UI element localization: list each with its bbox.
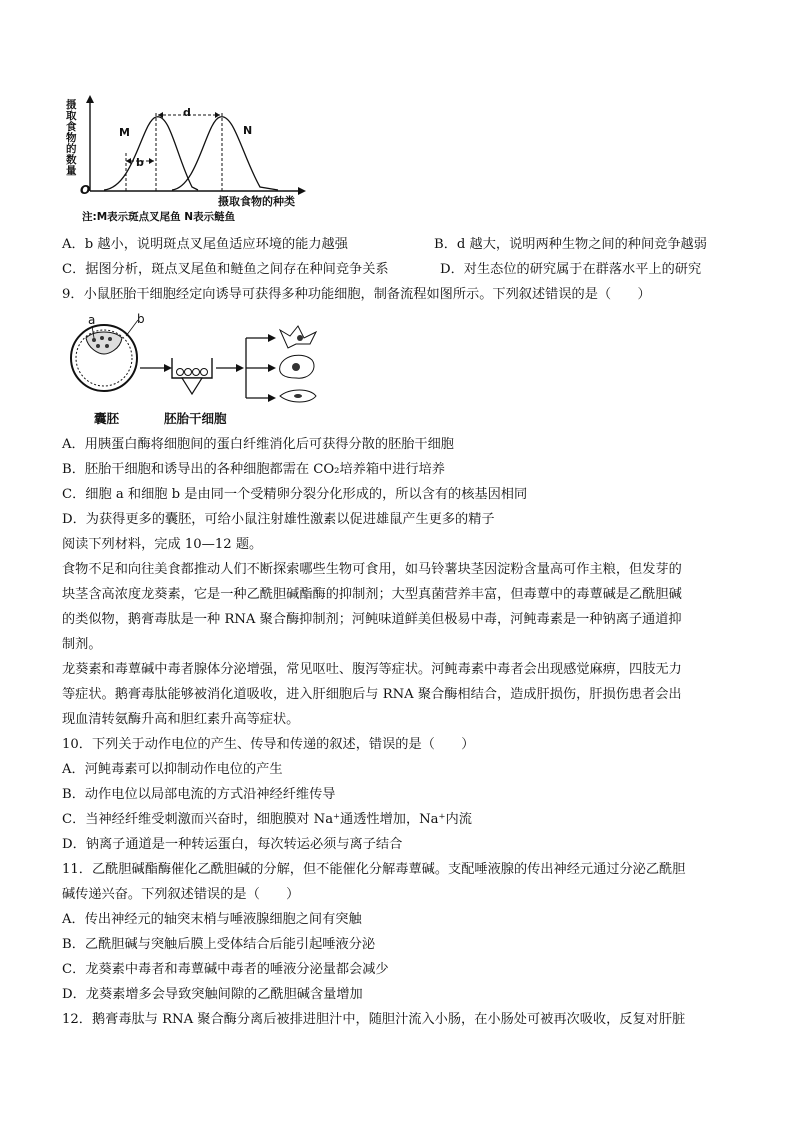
icm-cell-dot	[100, 336, 104, 340]
reading-p1-line2: 块茎含高浓度龙葵素，它是一种乙酰胆碱酯酶的抑制剂；大型真菌营养丰富，但毒蕈中的毒蕈碱是乙酰胆碱	[62, 587, 682, 602]
origin-label: O	[80, 183, 91, 197]
q10-option-d: D．钠离子通道是一种转运蛋白，每次转运必须与离子结合	[62, 837, 403, 852]
q11-stem-line1: 11．乙酰胆碱酯酶催化乙酰胆碱的分解，但不能催化分解毒蕈碱。支配唾液腺的传出神经元通过分泌乙酰胆	[62, 862, 686, 877]
x-axis-label: 摄取食物的种类	[218, 195, 295, 208]
q9-option-b: B．胚胎干细胞和诱导出的各种细胞都需在 CO₂培养箱中进行培养	[62, 462, 445, 477]
q12-stem-line1: 12．鹅膏毒肽与 RNA 聚合酶分离后被排进胆汁中，随胆汁流入小肠，在小肠处可被再次吸收，反复对肝脏	[62, 1012, 686, 1027]
icm-cell-dot	[96, 344, 100, 348]
q11-option-a: A．传出神经元的轴突末梢与唾液腺细胞之间有突触	[62, 912, 362, 927]
neuron-nucleus	[297, 335, 303, 341]
icm-cell-dot	[108, 337, 112, 341]
reading-p2-line2: 等症状。鹅膏毒肽能够被消化道吸收，进入肝细胞后与 RNA 聚合酶相结合，造成肝损伤，肝损伤患者会出	[62, 687, 682, 702]
q9-option-a: A．用胰蛋白酶将细胞间的蛋白纤维消化后可获得分散的胚胎干细胞	[62, 437, 454, 452]
figure-note: 注:M表示斑点叉尾鱼 N表示鲢鱼	[82, 211, 236, 223]
q10-option-b: B．动作电位以局部电流的方式沿神经纤维传导	[62, 787, 336, 802]
q8-option-b: B．d 越大，说明两种生物之间的种间竞争越弱	[434, 237, 707, 252]
stem-cell	[201, 369, 208, 376]
stem-cell	[185, 369, 192, 376]
reading-p2-line1: 龙葵素和毒蕈碱中毒者腺体分泌增强，常见呕吐、腹泻等症状。河鲀毒素中毒者会出现感觉麻痹，四肢无力	[62, 662, 682, 677]
flow-arrow-1-head	[164, 364, 172, 372]
y-axis-label: 摄取食物的数量	[66, 99, 77, 177]
blastocyst-caption: 囊胚	[94, 411, 120, 426]
reading-p1-line4: 制剂。	[62, 637, 102, 652]
branch-bottom-head	[268, 394, 276, 402]
q11-stem-line2: 碱传递兴奋。下列叙述错误的是（ ）	[62, 887, 300, 902]
q10-option-c: C．当神经纤维受刺激而兴奋时，细胞膜对 Na⁺通透性增加，Na⁺内流	[62, 812, 472, 827]
stem-cell	[193, 369, 200, 376]
reading-p2-line3: 现血清转氨酶升高和胆红素升高等症状。	[62, 712, 300, 727]
macrophage-nucleus	[292, 363, 300, 371]
embryo-stem-cell-figure	[64, 308, 334, 416]
icm-cell-dot	[105, 344, 109, 348]
dim-b-label: b	[136, 156, 144, 169]
q8-option-a: A．b 越小，说明斑点叉尾鱼适应环境的能力越强	[62, 237, 348, 252]
y-axis-arrow	[86, 95, 94, 103]
q11-option-b: B．乙酰胆碱与突触后膜上受体结合后能引起唾液分泌	[62, 937, 376, 952]
stem-cell	[177, 369, 184, 376]
q9-stem: 9．小鼠胚胎干细胞经定向诱导可获得多种功能细胞，制备流程如图所示。下列叙述错误的是（ ）	[62, 287, 651, 302]
fig-label-a: a	[88, 313, 96, 327]
q11-option-d: D．龙葵素增多会导致突触间隙的乙酰胆碱含量增加	[62, 987, 363, 1002]
reading-p1-line1: 食物不足和向往美食都推动人们不断探索哪些生物可食用，如马铃薯块茎因淀粉含量高可作主粮，但发芽的	[62, 562, 682, 577]
stem-cell-caption: 胚胎干细胞	[164, 411, 227, 426]
dish-funnel	[182, 378, 202, 394]
branch-top-head	[268, 334, 276, 342]
q8-option-c: C．据图分析，斑点叉尾鱼和鲢鱼之间存在种间竞争关系	[62, 262, 389, 277]
curve-n	[172, 117, 278, 190]
dim-d-label: d	[183, 106, 191, 119]
q10-stem: 10．下列关于动作电位的产生、传导和传递的叙述，错误的是（ ）	[62, 737, 475, 752]
curve-m-label: M	[119, 126, 130, 139]
flow-arrow-2-head	[236, 364, 244, 372]
muscle-nucleus	[294, 394, 302, 398]
curve-n-label: N	[243, 124, 253, 137]
branch-mid-head	[268, 364, 276, 372]
dim-b-arrow-left	[126, 158, 131, 164]
fig-label-b: b	[137, 312, 145, 326]
reading-p1-line3: 的类似物，鹅膏毒肽是一种 RNA 聚合酶抑制剂；河鲀味道鲜美但极易中毒，河鲀毒素是一种钠离子通道抑	[62, 612, 682, 627]
q11-option-c: C．龙葵素中毒者和毒蕈碱中毒者的唾液分泌量都会减少	[62, 962, 389, 977]
q8-option-d: D．对生态位的研究属于在群落水平上的研究	[440, 262, 702, 277]
q10-option-a: A．河鲀毒素可以抑制动作电位的产生	[62, 762, 283, 777]
q9-option-c: C．细胞 a 和细胞 b 是由同一个受精卵分裂分化形成的，所以含有的核基因相同	[62, 487, 528, 502]
dim-b-arrow-right	[149, 158, 154, 164]
q9-option-d: D．为获得更多的囊胚，可给小鼠注射雄性激素以促进雄鼠产生更多的精子	[62, 512, 495, 527]
x-axis-arrow	[298, 187, 306, 195]
icm-cell-dot	[92, 338, 96, 342]
reading-intro: 阅读下列材料，完成 10—12 题。	[62, 537, 263, 552]
